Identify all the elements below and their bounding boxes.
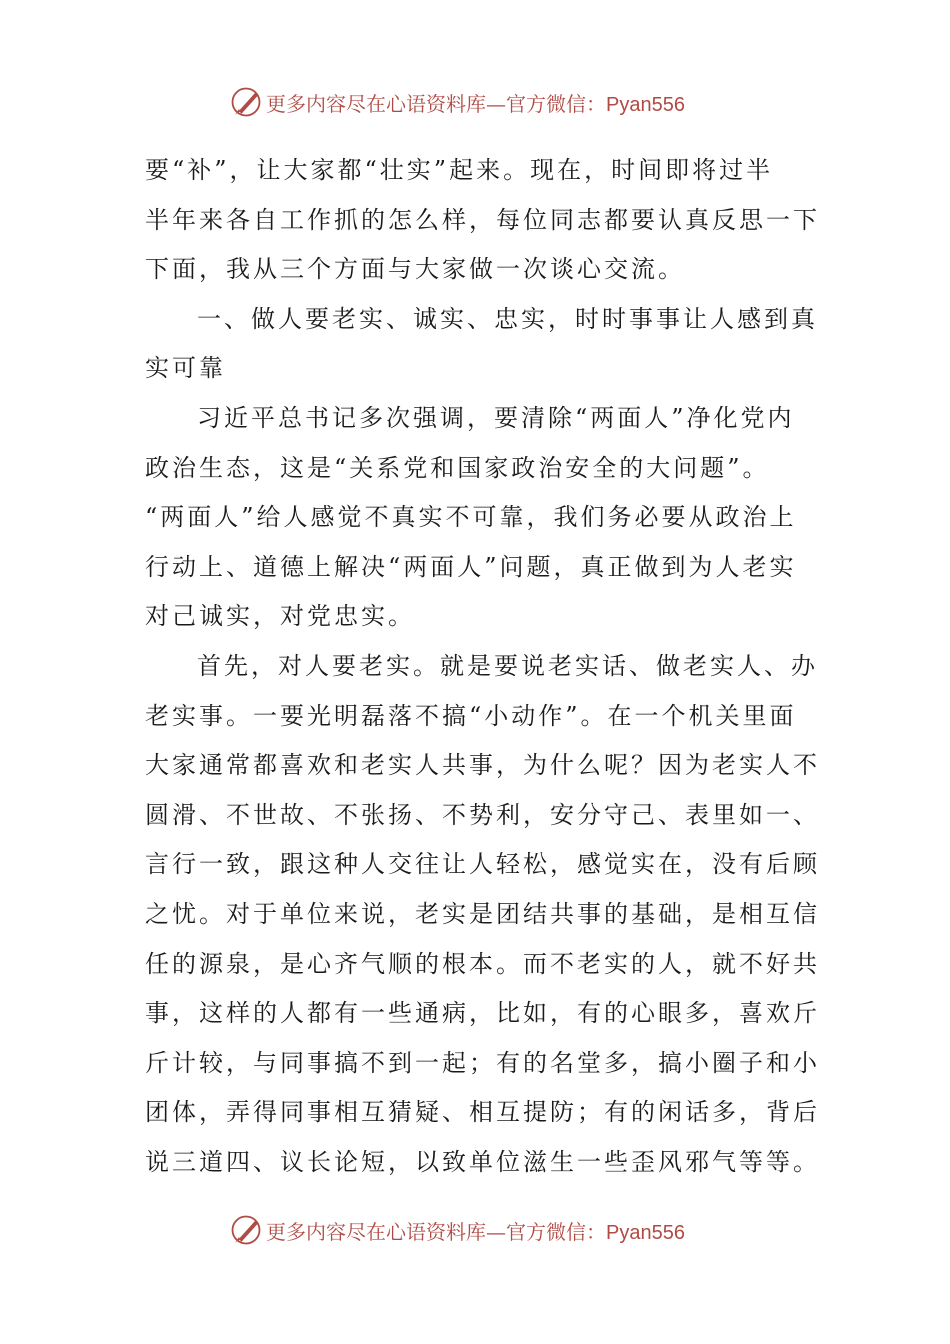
text-line: 习近平总书记多次强调，要清除“两面人”净化党内 <box>197 403 795 432</box>
header-banner <box>228 82 748 122</box>
wechat-id: Pyan556 <box>606 93 685 116</box>
text-line: 大家通常都喜欢和老实人共事，为什么呢？因为老实人不 <box>145 751 820 780</box>
document-body <box>145 146 820 1187</box>
pen-circle-icon <box>228 1212 264 1248</box>
text-line: 言行一致，跟这种人交往让人轻松，感觉实在，没有后顾 <box>145 850 820 879</box>
text-line: 任的源泉，是心齐气顺的根本。而不老实的人，就不好共 <box>145 949 820 978</box>
text-line: 下面，我从三个方面与大家做一次谈心交流。 <box>145 255 685 284</box>
section-heading-cont: 实可靠 <box>145 354 226 383</box>
text-line: 对己诚实，对党忠实。 <box>145 602 415 631</box>
text-line: 团体，弄得同事相互猜疑、相互提防；有的闲话多，背后 <box>145 1098 820 1127</box>
banner-label: 更多内容尽在心语资料库—官方微信： <box>266 91 606 116</box>
text-line: 事，这样的人都有一些通病，比如，有的心眼多，喜欢斤 <box>145 999 820 1028</box>
text-line: 斤计较，与同事搞不到一起；有的名堂多，搞小圈子和小 <box>145 1048 820 1077</box>
text-line: 政治生态，这是“关系党和国家政治安全的大问题”。 <box>145 453 770 482</box>
text-line: 圆滑、不世故、不张扬、不势利，安分守己、表里如一、 <box>145 800 820 829</box>
wechat-id: Pyan556 <box>606 1221 685 1244</box>
text-line: 行动上、道德上解决“两面人”问题，真正做到为人老实 <box>145 552 797 581</box>
text-line: 要“补”，让大家都“壮实”起来。现在，时间即将过半 <box>145 156 774 184</box>
banner-text <box>266 88 685 117</box>
text-line: 首先，对人要老实。就是要说老实话、做老实人、办 <box>197 651 818 680</box>
pen-circle-icon <box>228 84 264 120</box>
text-line: 老实事。一要光明磊落不搞“小动作”。在一个机关里面 <box>145 701 797 730</box>
text-line: 说三道四、议长论短，以致单位滋生一些歪风邪气等等。 <box>145 1147 820 1176</box>
text-line: 之忧。对于单位来说，老实是团结共事的基础，是相互信 <box>145 899 820 928</box>
text-line: 半年来各自工作抓的怎么样，每位同志都要认真反思一下 <box>145 205 820 234</box>
banner-label: 更多内容尽在心语资料库—官方微信： <box>266 1219 606 1244</box>
text-line: “两面人”给人感觉不真实不可靠，我们务必要从政治上 <box>145 503 797 532</box>
banner-text <box>266 1216 685 1245</box>
footer-banner <box>228 1210 748 1250</box>
section-heading: 一、做人要老实、诚实、忠实，时时事事让人感到真 <box>197 304 818 333</box>
